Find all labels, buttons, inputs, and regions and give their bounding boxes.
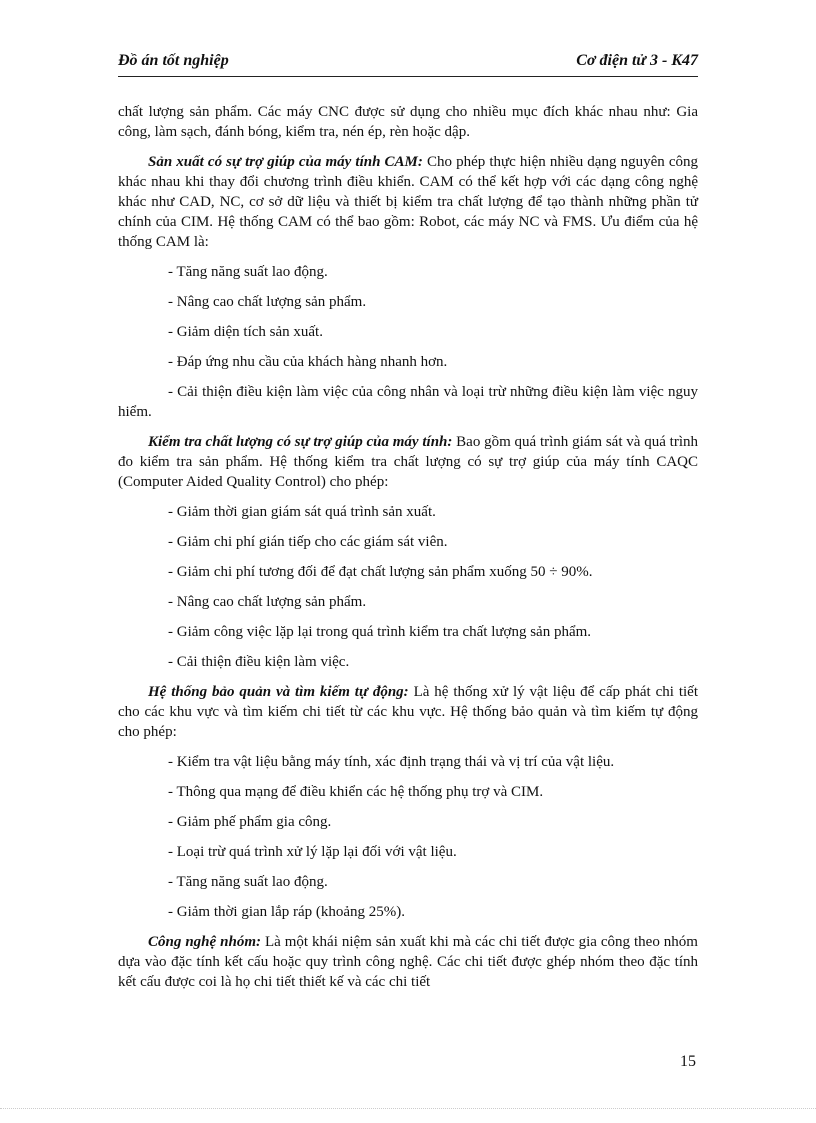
paragraph-storage-text: Là hệ thống xử lý vật liệu để cấp phát chi tiết cho các khu vực và tìm kiếm chi tiết từ các khu vực. Hệ thống bảo quản và tìm kiếm tự động cho phép: [118, 684, 698, 740]
paragraph-caqc [118, 432, 698, 492]
list-item: - Giảm thời gian giám sát quá trình sản xuất. [168, 504, 436, 520]
list-item: - Giảm diện tích sản xuất. [168, 324, 323, 340]
list-item: - Tăng năng suất lao động. [168, 874, 328, 890]
page-number: 15 [680, 1053, 696, 1070]
header-title-left: Đồ án tốt nghiệp [118, 52, 229, 69]
list-item: - Thông qua mạng để điều khiển các hệ thống phụ trợ và CIM. [168, 784, 544, 800]
list-item: - Giảm công việc lặp lại trong quá trình kiểm tra chất lượng sản phẩm. [168, 624, 592, 640]
list-item: - Loại trừ quá trình xử lý lặp lại đối với vật liệu. [168, 844, 457, 860]
list-item: - Giảm chi phí tương đối để đạt chất lượng sản phẩm xuống 50 ÷ 90%. [168, 564, 593, 580]
paragraph-storage-lead: Hệ thống bảo quản và tìm kiếm tự động: [148, 684, 409, 700]
list-item: - Giảm phế phẩm gia công. [168, 814, 332, 830]
header-title-right: Cơ điện tử 3 - K47 [576, 52, 698, 69]
list-item: - Nâng cao chất lượng sản phẩm. [168, 294, 367, 310]
list-item: - Giảm thời gian lắp ráp (khoảng 25%). [168, 904, 406, 920]
paragraph-caqc-lead: Kiểm tra chất lượng có sự trợ giúp của máy tính: [148, 434, 453, 450]
list-item: - Cải thiện điều kiện làm việc của công nhân và loại trừ những điều kiện làm việc nguy hiểm. [118, 384, 698, 420]
list-item: - Kiểm tra vật liệu bằng máy tính, xác định trạng thái và vị trí của vật liệu. [168, 754, 615, 770]
paragraph-caqc-text: Bao gồm quá trình giám sát và quá trình đo kiểm tra sản phẩm. Hệ thống kiểm tra chất lượng có sự trợ giúp của máy tính CAQC (Computer Aided Quality Control) cho phép: [118, 434, 698, 490]
footer-divider [0, 1108, 816, 1109]
paragraph-group-technology-text: Là một khái niệm sản xuất khi mà các chi tiết được gia công theo nhóm dựa vào đặc tính kết cấu hoặc quy trình công nghệ. Các chi tiết được ghép nhóm theo đặc tính kết cấu được coi là họ chi tiết thiết kế và các chi tiết [118, 934, 698, 990]
page-header [118, 52, 698, 77]
list-item: - Giảm chi phí gián tiếp cho các giám sát viên. [168, 534, 448, 550]
paragraph-cam-lead: Sản xuất có sự trợ giúp của máy tính CAM: [148, 154, 423, 170]
paragraph-group-technology [118, 932, 698, 992]
list-item: - Tăng năng suất lao động. [168, 264, 328, 280]
list-item: - Nâng cao chất lượng sản phẩm. [168, 594, 367, 610]
paragraph-cam-text: Cho phép thực hiện nhiều dạng nguyên công khác nhau khi thay đổi chương trình điều khiển. CAM có thể kết hợp với các dạng công nghệ khác như CAD, NC, cơ sở dữ liệu và thiết bị kiểm tra chất lượng để tạo thành những phần tử chính của CIM. Hệ thống CAM có thể bao gồm: Robot, các máy NC và FMS. Ưu điểm của hệ thống CAM là: [118, 154, 698, 250]
list-item: - Cải thiện điều kiện làm việc. [168, 654, 350, 670]
paragraph-continued: chất lượng sản phẩm. Các máy CNC được sử dụng cho nhiều mục đích khác nhau như: Gia công, làm sạch, đánh bóng, kiểm tra, nén ép, rèn hoặc dập. [118, 104, 698, 140]
page-body [118, 102, 698, 1002]
list-item: - Đáp ứng nhu cầu của khách hàng nhanh hơn. [168, 354, 448, 370]
paragraph-group-technology-lead: Công nghệ nhóm: [148, 934, 261, 950]
paragraph-cam [118, 152, 698, 252]
paragraph-storage [118, 682, 698, 742]
